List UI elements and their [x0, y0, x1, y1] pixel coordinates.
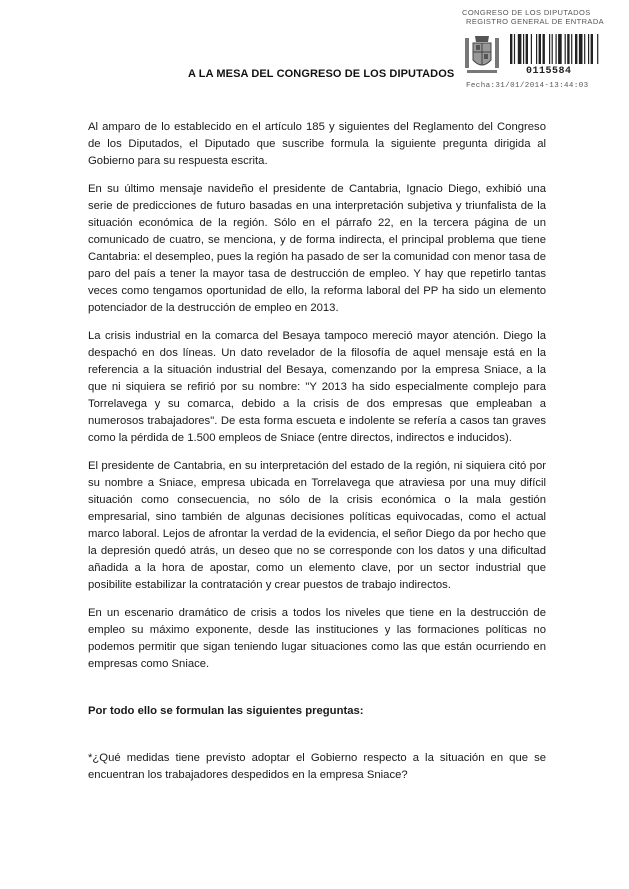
questions-heading: Por todo ello se formulan las siguientes preguntas: — [88, 705, 364, 717]
paragraph: En un escenario dramático de crisis a todos los niveles que tiene en la destrucción de empleo su máximo exponente, desde las instituciones y las formaciones políticas no podemos permitir que sigan teniendo lugar situaciones como las que están ocurriendo en empresas como Sniace. — [88, 607, 546, 670]
paragraph: Al amparo de lo establecido en el artículo 185 y siguientes del Reglamento del Congreso de los Diputados, el Diputado que suscribe formula la siguiente pregunta dirigida al Gobierno para su respuesta escrita. — [88, 121, 546, 167]
document-body — [88, 119, 546, 795]
question-item: *¿Qué medidas tiene previsto adoptar el Gobierno respecto a la situación en que se encuentran los trabajadores despedidos en la empresa Sniace? — [88, 752, 546, 781]
paragraph: El presidente de Cantabria, en su interpretación del estado de la región, ni siquiera citó por su nombre a Sniace, empresa ubicada en Torrelavega que atraviesa por una muy difícil situación como consecuencia, no sólo de la crisis económica o la mala gestión empresarial, sino también de algunas decisiones políticas equivocadas, como el actual marco laboral. Lejos de afrontar la verdad de la evidencia, el señor Diego da por hecho que la depresión quedó atrás, un deseo que no se corresponde con los datos y una dificultad añadida a la hora de apostar, como un elemento clave, por un sector industrial que posibilite estabilizar la contratación y crear puestos de trabajo indirectos. — [88, 460, 546, 591]
paragraph: La crisis industrial en la comarca del Besaya tampoco mereció mayor atención. Diego la despachó en dos líneas. Un dato revelador de la filosofía de aquel mensaje está en la referencia a la situación industrial del Besaya, comenzando por la empresa Sniace, a la que ni siquiera se refirió por su nombre: "Y 2013 ha sido especialmente complejo para Torrelavega y su comarca, debido a la crisis de dos empresas que empleaban a numerosos trabajadores". De esta forma escueta e indolente se refería a casos tan graves como la pérdida de 1.500 empleos de Sniace (entre directos, indirectos e inducidos). — [88, 330, 546, 444]
registry-number: 0115584 — [526, 66, 572, 77]
spain-coat-of-arms-icon — [464, 32, 500, 76]
paragraph: En su último mensaje navideño el presidente de Cantabria, Ignacio Diego, exhibió una serie de predicciones de futuro basadas en una interpretación subjetiva y triunfalista de la situación económica de la región. Sólo en el párrafo 22, en la tercera página de un comunicado de cuatro, se menciona, y de forma indirecta, el principal problema que tiene Cantabria: el desempleo, pues la región ha pasado de ser la comunidad con menor tasa de paro del país a tener la mayor tasa de destrucción de empleo. Y hay que repetirlo tantas veces como tengamos oportunidad de ello, la reforma laboral del PP ha sido un elemento potenciador de la destrucción de empleo en 2013. — [88, 183, 546, 314]
registry-stamp — [462, 8, 622, 93]
stamp-registry: REGISTRO GENERAL DE ENTRADA — [466, 17, 605, 26]
stamp-institution: CONGRESO DE LOS DIPUTADOS — [462, 8, 591, 17]
barcode — [510, 34, 618, 64]
registry-date: Fecha:31/01/2014-13:44:03 — [466, 82, 589, 90]
page-title: A LA MESA DEL CONGRESO DE LOS DIPUTADOS — [188, 68, 455, 80]
